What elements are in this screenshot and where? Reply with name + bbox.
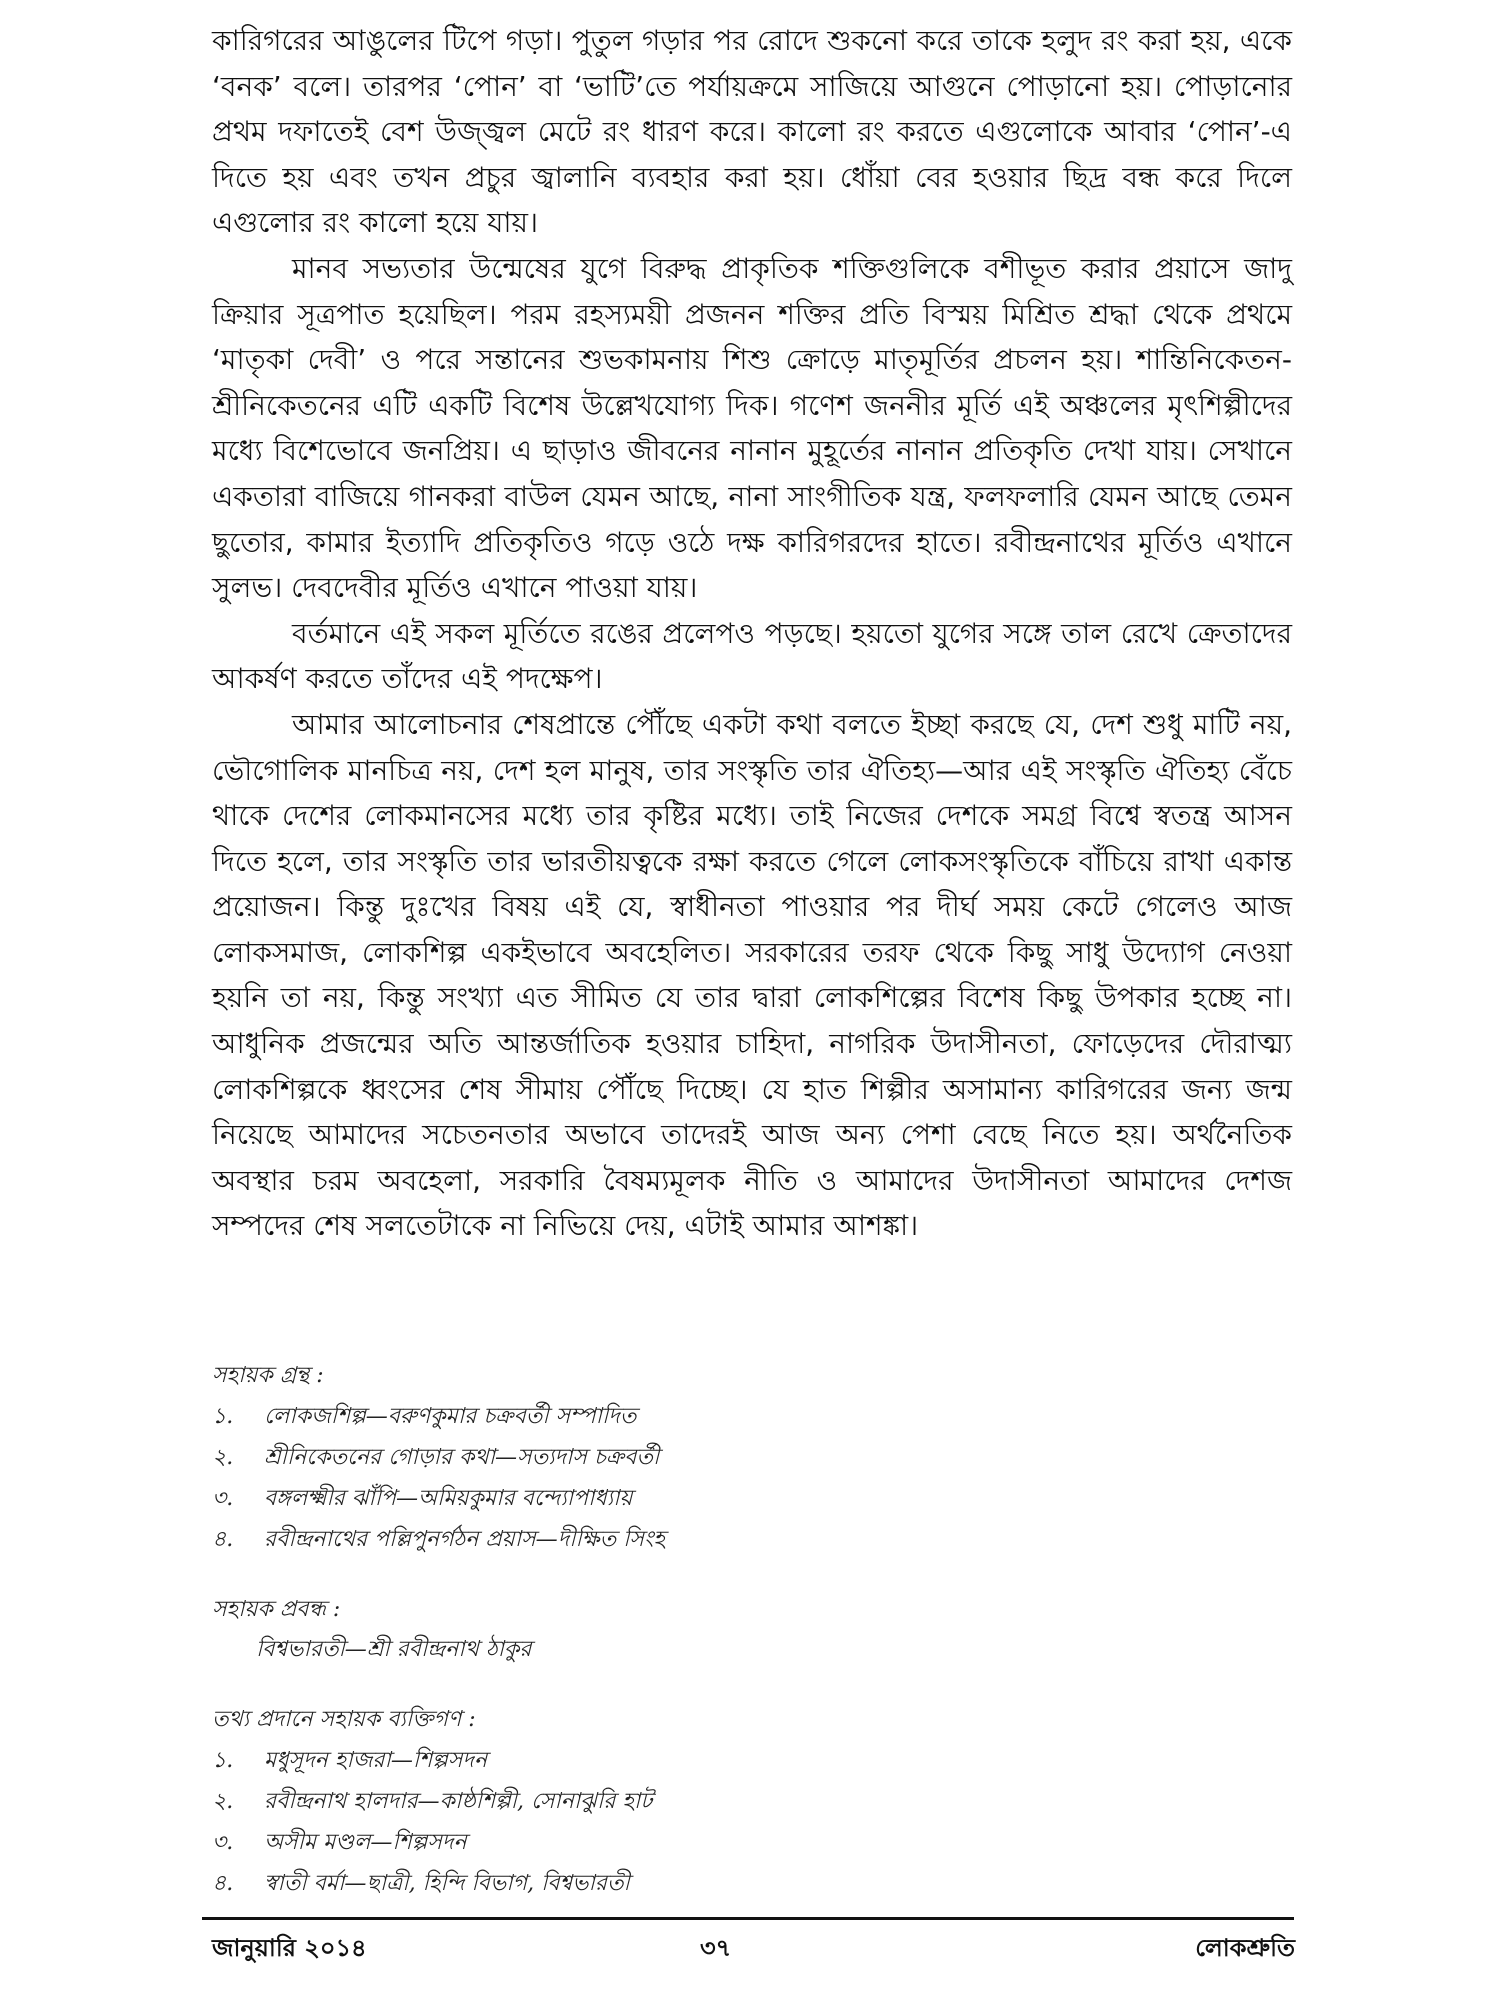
persons-heading: তথ্য প্রদানে সহায়ক ব্যক্তিগণ : <box>212 1707 476 1732</box>
person-name: অসীম মণ্ডল—শিল্পসদন <box>264 1830 467 1855</box>
book-title: শ্রীনিকেতনের গোড়ার কথা—সত্যদাস চক্রবর্তী <box>264 1445 660 1470</box>
paragraph-4: আমার আলোচনার শেষপ্রান্তে পৌঁছে একটা কথা বলতে ইচ্ছা করছে যে, দেশ শুধু মাটি নয়, ভৌগোলিক মানচিত্র নয়, দেশ হল মানুষ, তার সংস্কৃতি তার ঐতিহ্য—আর এই সংস্কৃতি ঐতিহ্য বেঁচে থাকে দেশের লোকমানসের মধ্যে তার কৃষ্টির মধ্যে। তাই নিজের দেশকে সমগ্র বিশ্বে স্বতন্ত্র আসন দিতে হলে, তার সংস্কৃতি তার ভারতীয়ত্বকে রক্ষা করতে গেলে লোকসংস্কৃতিকে বাঁচিয়ে রাখা একান্ত প্রয়োজন। কিন্তু দুঃখের বিষয় এই যে, স্বাধীনতা পাওয়ার পর দীর্ঘ সময় কেটে গেলেও আজ লোকসমাজ, লোকশিল্প একইভাবে অবহেলিত। সরকারের তরফ থেকে কিছু সাধু উদ্যোগ নেওয়া হয়নি তা নয়, কিন্তু সংখ্যা এত সীমিত যে তার দ্বারা লোকশিল্পের বিশেষ কিছু উপকার হচ্ছে না। আধুনিক প্রজন্মের অতি আন্তর্জাতিক হওয়ার চাহিদা, নাগরিক উদাসীনতা, ফোড়েদের দৌরাত্ম্য লোকশিল্পকে ধ্বংসের শেষ সীমায় পৌঁছে দিচ্ছে। যে হাত শিল্পীর অসামান্য কারিগরের জন্য জন্ম নিয়েছে আমাদের সচেতনতার অভাবে তাদেরই আজ অন্য পেশা বেছে নিতে হয়। অর্থনৈতিক অবস্থার চরম অবহেলা, সরকারি বৈষম্যমূলক নীতি ও আমাদের উদাসীনতা আমাদের দেশজ সম্পদের শেষ সলতেটাকে না নিভিয়ে দেয়, এটাই আমার আশঙ্কা। <box>212 707 1292 1243</box>
person-name: মধুসূদন হাজরা—শিল্পসদন <box>264 1748 488 1773</box>
book-item <box>212 1519 1292 1560</box>
person-number: ১. <box>212 1748 234 1773</box>
persons-list <box>212 1740 1292 1904</box>
book-title: রবীন্দ্রনাথের পল্লিপুনর্গঠন প্রয়াস—দীক্ষিত সিংহ <box>264 1527 665 1552</box>
person-item <box>212 1781 1292 1822</box>
footer-divider <box>202 1917 1294 1920</box>
section-spacer <box>212 1560 1292 1590</box>
footer-date: জানুয়ারি ২০১৪ <box>212 1934 367 1962</box>
paragraph-2: মানব সভ্যতার উন্মেষের যুগে বিরুদ্ধ প্রাকৃতিক শক্তিগুলিকে বশীভূত করার প্রয়াসে জাদু ক্রিয়ার সূত্রপাত হয়েছিল। পরম রহস্যময়ী প্রজনন শক্তির প্রতি বিস্ময় মিশ্রিত শ্রদ্ধা থেকে প্রথমে ‘মাতৃকা দেবী’ ও পরে সন্তানের শুভকামনায় শিশু ক্রোড়ে মাতৃমূর্তির প্রচলন হয়। শান্তিনিকেতন-শ্রীনিকেতনের এটি একটি বিশেষ উল্লেখযোগ্য দিক। গণেশ জননীর মূর্তি এই অঞ্চলের মৃৎশিল্পীদের মধ্যে বিশেভোবে জনপ্রিয়। এ ছাড়াও জীবনের নানান মুহূর্তের নানান প্রতিকৃতি দেখা যায়। সেখানে একতারা বাজিয়ে গানকরা বাউল যেমন আছে, নানা সাংগীতিক যন্ত্র, ফলফলারি যেমন আছে তেমন ছুতোর, কামার ইত্যাদি প্রতিকৃতিও গড়ে ওঠে দক্ষ কারিগরদের হাতে। রবীন্দ্রনাথের মূর্তিও এখানে সুলভ। দেবদেবীর মূর্তিও এখানে পাওয়া যায়। <box>212 251 1292 605</box>
person-number: ৩. <box>212 1830 234 1855</box>
person-name: স্বাতী বর্মা—ছাত্রী, হিন্দি বিভাগ, বিশ্বভারতী <box>264 1871 630 1896</box>
person-number: ৪. <box>212 1871 234 1896</box>
book-item <box>212 1396 1292 1437</box>
person-item <box>212 1863 1292 1904</box>
references-section <box>212 1356 1292 1904</box>
essays-heading: সহায়ক প্রবন্ধ : <box>212 1597 341 1622</box>
article-body <box>212 18 1292 1249</box>
book-title: লোকজশিল্প—বরুণকুমার চক্রবর্তী সম্পাদিত <box>264 1404 637 1429</box>
book-number: ৩. <box>212 1486 234 1511</box>
paragraph-3: বর্তমানে এই সকল মূর্তিতে রঙের প্রলেপও পড়ছে। হয়তো যুগের সঙ্গে তাল রেখে ক্রেতাদের আকর্ষণ করতে তাঁদের এই পদক্ষেপ। <box>212 616 1292 696</box>
person-item <box>212 1822 1292 1863</box>
person-item <box>212 1740 1292 1781</box>
books-heading: সহায়ক গ্রন্থ : <box>212 1363 324 1388</box>
book-title: বঙ্গলক্ষ্মীর ঝাঁপি—অমিয়কুমার বন্দ্যোপাধ্যায় <box>264 1486 633 1511</box>
books-list <box>212 1396 1292 1560</box>
page-number: ৩৭ <box>700 1934 732 1962</box>
book-number: ২. <box>212 1445 234 1470</box>
section-spacer <box>212 1674 1292 1700</box>
book-number: ১. <box>212 1404 234 1429</box>
paragraph-1: কারিগরের আঙুলের টিপে গড়া। পুতুল গড়ার পর রোদে শুকনো করে তাকে হলুদ রং করা হয়, একে ‘বনক’ বলে। তারপর ‘পোন’ বা ‘ভাটি’তে পর্যায়ক্রমে সাজিয়ে আগুনে পোড়ানো হয়। পোড়ানোর প্রথম দফাতেই বেশ উজ্জ্বল মেটে রং ধারণ করে। কালো রং করতে এগুলোকে আবার ‘পোন’-এ দিতে হয় এবং তখন প্রচুর জ্বালানি ব্যবহার করা হয়। ধোঁয়া বের হওয়ার ছিদ্র বন্ধ করে দিলে এগুলোর রং কালো হয়ে যায়। <box>212 24 1292 240</box>
person-number: ২. <box>212 1789 234 1814</box>
essay-item: বিশ্বভারতী—শ্রী রবীন্দ্রনাথ ঠাকুর <box>256 1637 532 1662</box>
person-name: রবীন্দ্রনাথ হালদার—কাষ্ঠশিল্পী, সোনাঝুরি হাট <box>264 1789 653 1814</box>
book-number: ৪. <box>212 1527 234 1552</box>
book-item <box>212 1437 1292 1478</box>
publication-name: লোকশ্রুতি <box>1195 1934 1295 1962</box>
book-item <box>212 1478 1292 1519</box>
